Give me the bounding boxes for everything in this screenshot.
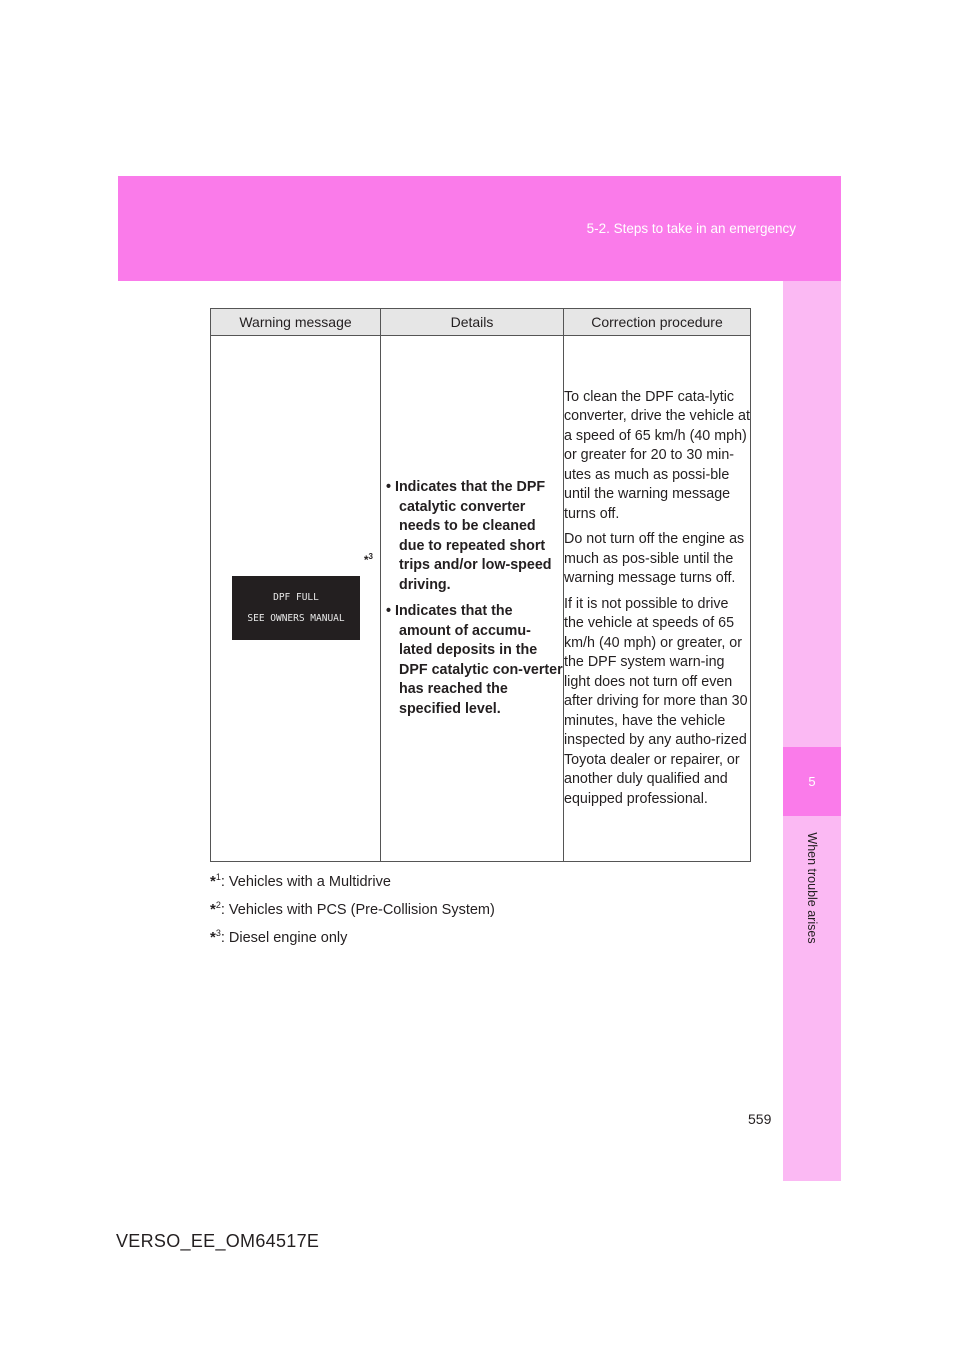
footnote-2: *$^2$: Vehicles with PCS (Pre-Collision System) xyxy=(210,899,495,918)
section-title: 5-2. Steps to take in an emergency xyxy=(586,221,796,236)
footnote-1: *$^1$: Vehicles with a Multidrive xyxy=(210,872,391,890)
display-line-1: DPF FULL xyxy=(273,592,319,603)
multi-info-display-image xyxy=(232,576,360,640)
chapter-title: When trouble arises xyxy=(805,832,819,944)
warning-message-table xyxy=(210,308,751,862)
warning-message-cell xyxy=(211,336,381,862)
chapter-number: 5 xyxy=(808,774,816,789)
display-line-2: SEE OWNERS MANUAL xyxy=(247,613,345,624)
column-header-warning-message: Warning message xyxy=(211,309,381,336)
column-header-correction-procedure: Correction procedure xyxy=(564,309,751,336)
side-strip xyxy=(783,281,841,1181)
correction-paragraph-2: Do not turn off the engine as much as pos-sible until the warning message turns off. xyxy=(564,531,745,587)
footnote-3: *$^3$: Diesel engine only xyxy=(210,927,348,946)
table-row xyxy=(211,336,751,862)
footnote-reference: *$^3$ xyxy=(363,552,373,567)
table-header-row xyxy=(211,309,751,336)
detail-bullet-1: • Indicates that the DPF catalytic converter needs to be cleaned due to repeated short trips and/or low-speed driving. xyxy=(386,479,552,593)
header-band xyxy=(118,176,841,281)
page-number: 559 xyxy=(748,1111,772,1127)
footnotes xyxy=(210,866,770,949)
detail-bullet-2: • Indicates that the amount of accumu-lated deposits in the DPF catalytic con-verter has reached the specified level. xyxy=(386,603,563,717)
correction-paragraph-3: If it is not possible to drive the vehicle at speeds of 65 km/h (40 mph) or greater, or the DPF system warn-ing light does not turn off even after driving for more than 30 minutes, have the vehicle inspected by any autho-rized Toyota dealer or repairer, or another duly qualified and equipped professional. xyxy=(564,595,748,807)
details-cell xyxy=(381,336,564,862)
chapter-tab xyxy=(783,747,841,816)
correction-procedure-cell xyxy=(564,336,751,862)
correction-paragraph-1: To clean the DPF cata-lytic converter, drive the vehicle at a speed of 65 km/h (40 mph) or greater for 20 to 30 min-utes as much as possi-ble until the warning message turns off. xyxy=(564,388,750,522)
document-code: VERSO_EE_OM64517E xyxy=(116,1231,320,1251)
column-header-details: Details xyxy=(381,309,564,336)
